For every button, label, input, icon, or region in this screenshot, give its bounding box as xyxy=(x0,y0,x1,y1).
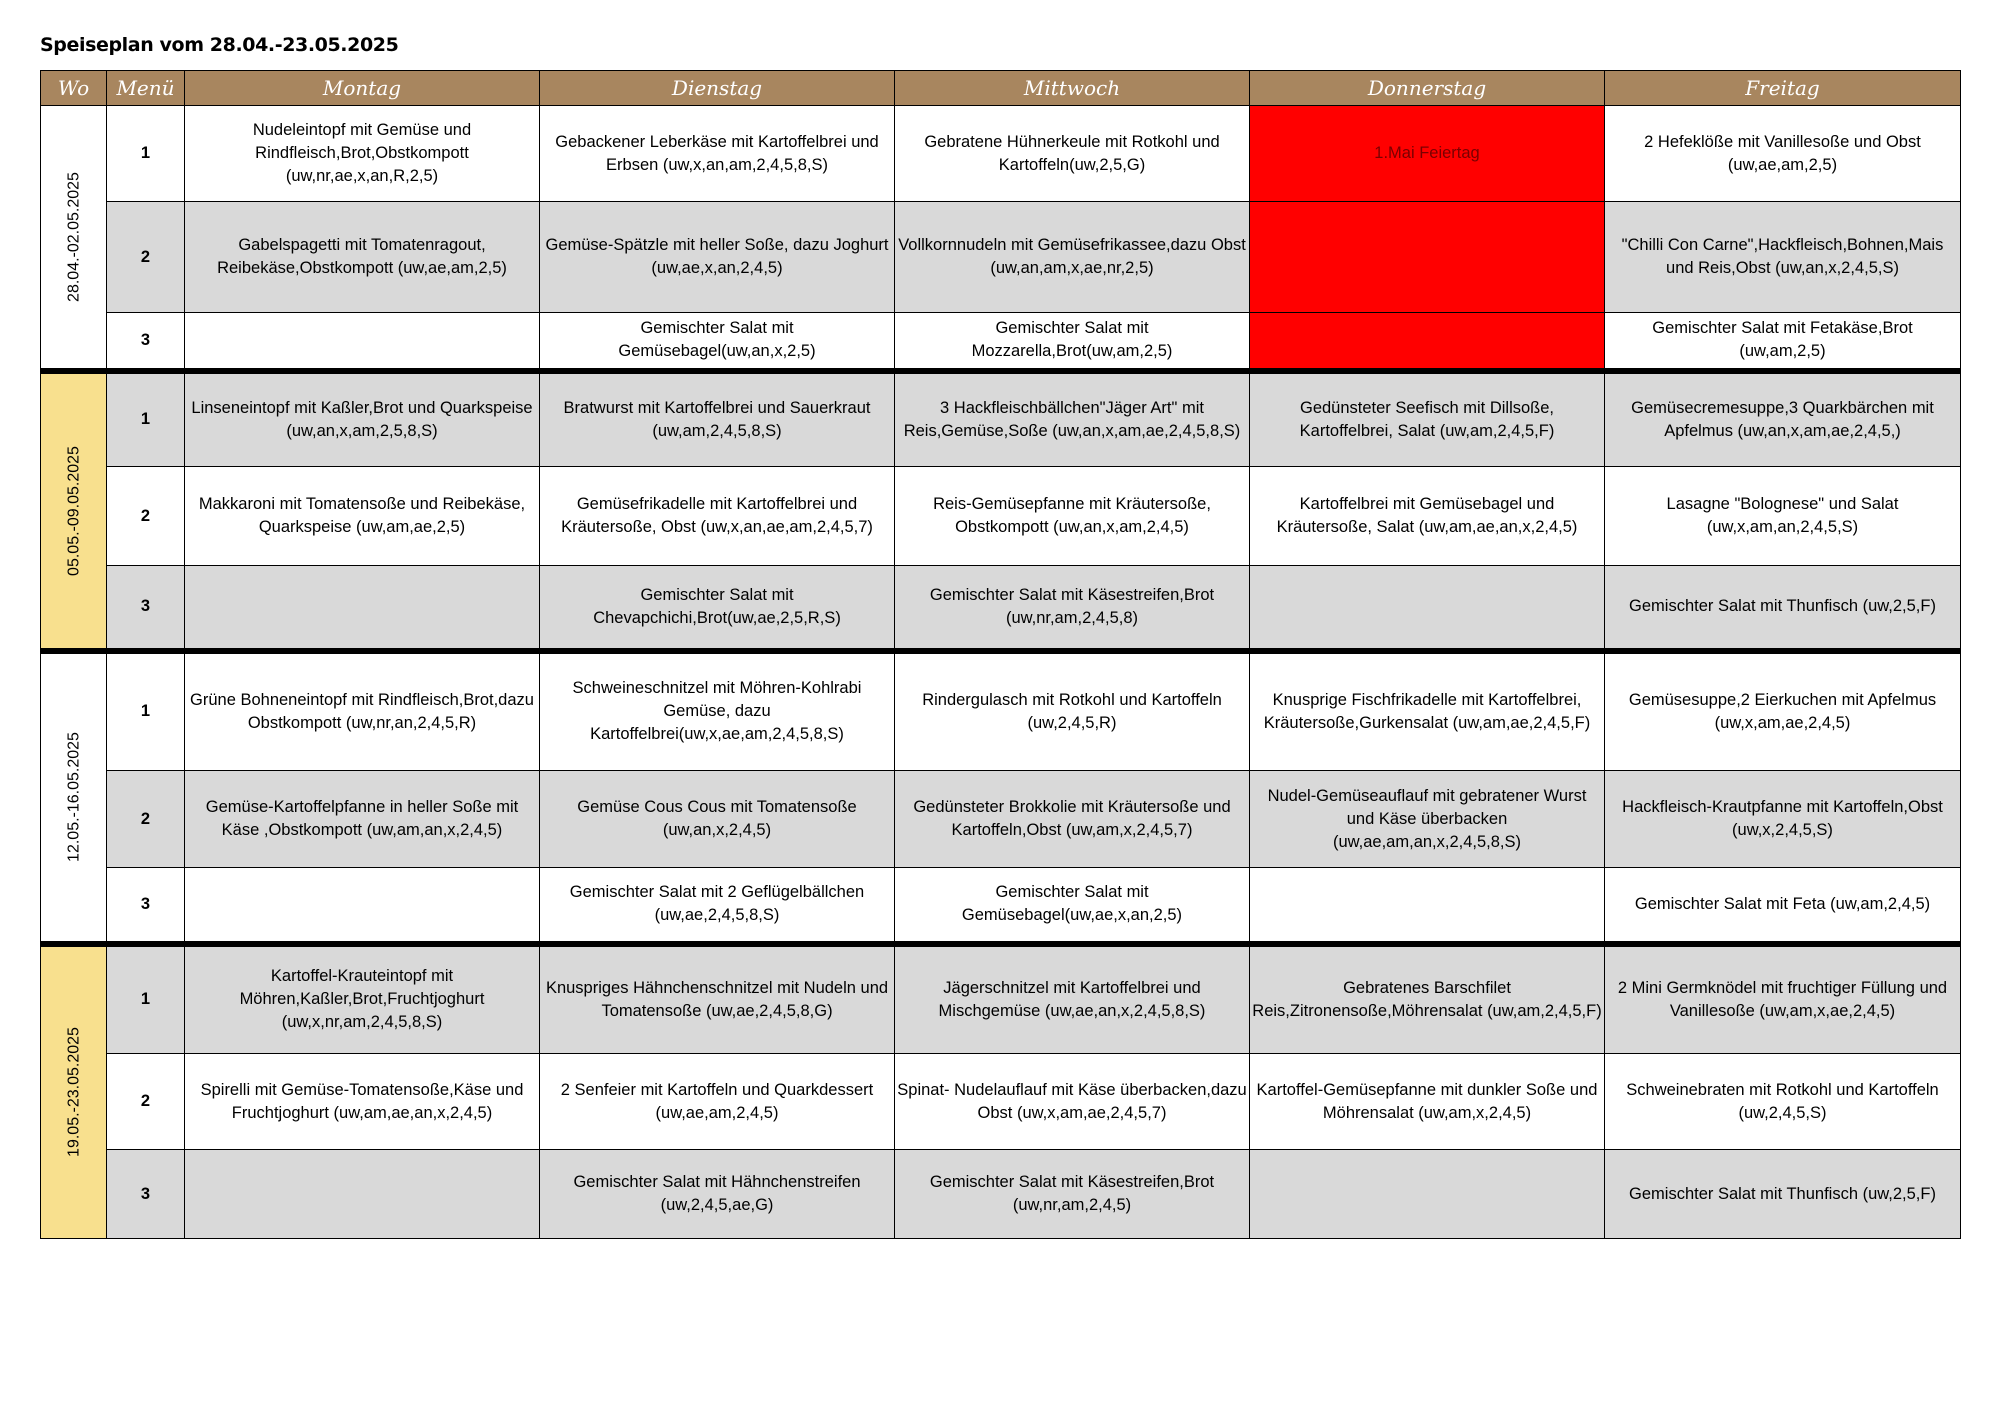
table-row xyxy=(41,371,1961,467)
dish-cell: Gemüsesuppe,2 Eierkuchen mit Apfelmus (uw,x,am,ae,2,4,5) xyxy=(1605,651,1961,771)
dish-cell: Nudel-Gemüseauflauf mit gebratener Wurst und Käse überbacken (uw,ae,am,an,x,2,4,5,8,S) xyxy=(1250,771,1605,868)
table-row xyxy=(41,566,1961,651)
table-row xyxy=(41,944,1961,1054)
dish-cell: 2 Senfeier mit Kartoffeln und Quarkdessert (uw,ae,am,2,4,5) xyxy=(540,1054,895,1150)
dish-cell: 3 Hackfleischbällchen"Jäger Art" mit Reis,Gemüse,Soße (uw,an,x,am,ae,2,4,5,8,S) xyxy=(895,371,1250,467)
dish-cell: "Chilli Con Carne",Hackfleisch,Bohnen,Mais und Reis,Obst (uw,an,x,2,4,5,S) xyxy=(1605,202,1961,313)
menu-number: 1 xyxy=(107,106,185,202)
dish-cell: Kartoffel-Gemüsepfanne mit dunkler Soße und Möhrensalat (uw,am,x,2,4,5) xyxy=(1250,1054,1605,1150)
menu-plan-table xyxy=(40,70,1961,1239)
dish-cell: Gebackener Leberkäse mit Kartoffelbrei und Erbsen (uw,x,an,am,2,4,5,8,S) xyxy=(540,106,895,202)
dish-cell: Rindergulasch mit Rotkohl und Kartoffeln (uw,2,4,5,R) xyxy=(895,651,1250,771)
dish-cell: Gemischter Salat mit Fetakäse,Brot (uw,am,2,5) xyxy=(1605,313,1961,371)
dish-cell: Gabelspagetti mit Tomatenragout, Reibekäse,Obstkompott (uw,ae,am,2,5) xyxy=(185,202,540,313)
table-row xyxy=(41,467,1961,566)
dish-cell: Spinat- Nudelauflauf mit Käse überbacken,dazu Obst (uw,x,am,ae,2,4,5,7) xyxy=(895,1054,1250,1150)
dish-cell: Gedünsteter Seefisch mit Dillsoße, Kartoffelbrei, Salat (uw,am,2,4,5,F) xyxy=(1250,371,1605,467)
week-label: 28.04.-02.05.2025 xyxy=(65,171,82,302)
dish-cell: Knusprige Fischfrikadelle mit Kartoffelbrei, Kräutersoße,Gurkensalat (uw,am,ae,2,4,5,F) xyxy=(1250,651,1605,771)
dish-cell: Vollkornnudeln mit Gemüsefrikassee,dazu Obst (uw,an,am,x,ae,nr,2,5) xyxy=(895,202,1250,313)
dish-cell: Gemischter Salat mit Thunfisch (uw,2,5,F) xyxy=(1605,1150,1961,1239)
week-label-cell xyxy=(41,944,107,1239)
holiday-cell xyxy=(1250,313,1605,371)
dish-cell: Makkaroni mit Tomatensoße und Reibekäse, Quarkspeise (uw,am,ae,2,5) xyxy=(185,467,540,566)
dish-cell: Kartoffelbrei mit Gemüsebagel und Kräutersoße, Salat (uw,am,ae,an,x,2,4,5) xyxy=(1250,467,1605,566)
dish-cell: Gedünsteter Brokkolie mit Kräutersoße und Kartoffeln,Obst (uw,am,x,2,4,5,7) xyxy=(895,771,1250,868)
header-row xyxy=(41,71,1961,106)
dish-cell: Gebratenes Barschfilet Reis,Zitronensoße,Möhrensalat (uw,am,2,4,5,F) xyxy=(1250,944,1605,1054)
dish-cell: Gemüse-Spätzle mit heller Soße, dazu Joghurt (uw,ae,x,an,2,4,5) xyxy=(540,202,895,313)
dish-cell xyxy=(1250,868,1605,944)
dish-cell xyxy=(185,313,540,371)
dish-cell: Gemüse-Kartoffelpfanne in heller Soße mit Käse ,Obstkompott (uw,am,an,x,2,4,5) xyxy=(185,771,540,868)
header-menu: Menü xyxy=(107,71,185,106)
dish-cell: Knuspriges Hähnchenschnitzel mit Nudeln und Tomatensoße (uw,ae,2,4,5,8,G) xyxy=(540,944,895,1054)
dish-cell: 2 Hefeklöße mit Vanillesoße und Obst (uw,ae,am,2,5) xyxy=(1605,106,1961,202)
menu-number: 2 xyxy=(107,771,185,868)
dish-cell: Gemischter Salat mit Käsestreifen,Brot (uw,nr,am,2,4,5) xyxy=(895,1150,1250,1239)
dish-cell: Gemüsecremesuppe,3 Quarkbärchen mit Apfelmus (uw,an,x,am,ae,2,4,5,) xyxy=(1605,371,1961,467)
table-row xyxy=(41,202,1961,313)
menu-number: 1 xyxy=(107,944,185,1054)
dish-cell: Nudeleintopf mit Gemüse und Rindfleisch,Brot,Obstkompott (uw,nr,ae,x,an,R,2,5) xyxy=(185,106,540,202)
menu-number: 2 xyxy=(107,1054,185,1150)
dish-cell xyxy=(185,566,540,651)
dish-cell: Hackfleisch-Krautpfanne mit Kartoffeln,Obst (uw,x,2,4,5,S) xyxy=(1605,771,1961,868)
table-row xyxy=(41,1054,1961,1150)
week-label-cell xyxy=(41,371,107,651)
menu-number: 1 xyxy=(107,651,185,771)
dish-cell: Gemischter Salat mit Hähnchenstreifen (uw,2,4,5,ae,G) xyxy=(540,1150,895,1239)
holiday-cell xyxy=(1250,202,1605,313)
dish-cell: Linseneintopf mit Kaßler,Brot und Quarkspeise (uw,an,x,am,2,5,8,S) xyxy=(185,371,540,467)
header-monday: Montag xyxy=(185,71,540,106)
menu-number: 2 xyxy=(107,202,185,313)
dish-cell: Gemischter Salat mit Käsestreifen,Brot (uw,nr,am,2,4,5,8) xyxy=(895,566,1250,651)
dish-cell: Gemischter Salat mit 2 Geflügelbällchen (uw,ae,2,4,5,8,S) xyxy=(540,868,895,944)
dish-cell: Gebratene Hühnerkeule mit Rotkohl und Kartoffeln(uw,2,5,G) xyxy=(895,106,1250,202)
dish-cell: Grüne Bohneneintopf mit Rindfleisch,Brot,dazu Obstkompott (uw,nr,an,2,4,5,R) xyxy=(185,651,540,771)
header-tuesday: Dienstag xyxy=(540,71,895,106)
table-row xyxy=(41,106,1961,202)
table-row xyxy=(41,313,1961,371)
dish-cell: Gemischter Salat mit Gemüsebagel(uw,an,x,2,5) xyxy=(540,313,895,371)
menu-number: 3 xyxy=(107,313,185,371)
dish-cell: Jägerschnitzel mit Kartoffelbrei und Mischgemüse (uw,ae,an,x,2,4,5,8,S) xyxy=(895,944,1250,1054)
week-label-cell xyxy=(41,651,107,944)
dish-cell: 2 Mini Germknödel mit fruchtiger Füllung und Vanillesoße (uw,am,x,ae,2,4,5) xyxy=(1605,944,1961,1054)
dish-cell: Lasagne "Bolognese" und Salat (uw,x,am,an,2,4,5,S) xyxy=(1605,467,1961,566)
dish-cell xyxy=(185,868,540,944)
header-week: Wo xyxy=(41,71,107,106)
dish-cell xyxy=(1250,1150,1605,1239)
menu-number: 1 xyxy=(107,371,185,467)
dish-cell: Gemischter Salat mit Feta (uw,am,2,4,5) xyxy=(1605,868,1961,944)
dish-cell: Gemischter Salat mit Chevapchichi,Brot(uw,ae,2,5,R,S) xyxy=(540,566,895,651)
dish-cell xyxy=(1250,566,1605,651)
menu-number: 3 xyxy=(107,566,185,651)
dish-cell: Gemüsefrikadelle mit Kartoffelbrei und Kräutersoße, Obst (uw,x,an,ae,am,2,4,5,7) xyxy=(540,467,895,566)
menu-number: 3 xyxy=(107,868,185,944)
holiday-cell: 1.Mai Feiertag xyxy=(1250,106,1605,202)
week-label-cell xyxy=(41,106,107,371)
table-row xyxy=(41,868,1961,944)
dish-cell: Kartoffel-Krauteintopf mit Möhren,Kaßler,Brot,Fruchtjoghurt (uw,x,nr,am,2,4,5,8,S) xyxy=(185,944,540,1054)
dish-cell: Spirelli mit Gemüse-Tomatensoße,Käse und Fruchtjoghurt (uw,am,ae,an,x,2,4,5) xyxy=(185,1054,540,1150)
header-thursday: Donnerstag xyxy=(1250,71,1605,106)
table-row xyxy=(41,771,1961,868)
page-title: Speiseplan vom 28.04.-23.05.2025 xyxy=(40,34,399,56)
dish-cell: Gemüse Cous Cous mit Tomatensoße (uw,an,x,2,4,5) xyxy=(540,771,895,868)
dish-cell: Reis-Gemüsepfanne mit Kräutersoße, Obstkompott (uw,an,x,am,2,4,5) xyxy=(895,467,1250,566)
dish-cell: Schweinebraten mit Rotkohl und Kartoffeln (uw,2,4,5,S) xyxy=(1605,1054,1961,1150)
dish-cell: Gemischter Salat mit Thunfisch (uw,2,5,F) xyxy=(1605,566,1961,651)
header-friday: Freitag xyxy=(1605,71,1961,106)
week-label: 12.05.-16.05.2025 xyxy=(65,732,82,862)
dish-cell: Schweineschnitzel mit Möhren-Kohlrabi Gemüse, dazu Kartoffelbrei(uw,x,ae,am,2,4,5,8,S) xyxy=(540,651,895,771)
menu-number: 3 xyxy=(107,1150,185,1239)
dish-cell: Gemischter Salat mit Mozzarella,Brot(uw,am,2,5) xyxy=(895,313,1250,371)
menu-number: 2 xyxy=(107,467,185,566)
week-label: 19.05.-23.05.2025 xyxy=(65,1027,82,1158)
week-label: 05.05.-09.05.2025 xyxy=(65,445,82,576)
dish-cell: Bratwurst mit Kartoffelbrei und Sauerkraut (uw,am,2,4,5,8,S) xyxy=(540,371,895,467)
header-wednesday: Mittwoch xyxy=(895,71,1250,106)
table-row xyxy=(41,651,1961,771)
table-row xyxy=(41,1150,1961,1239)
dish-cell xyxy=(185,1150,540,1239)
dish-cell: Gemischter Salat mit Gemüsebagel(uw,ae,x,an,2,5) xyxy=(895,868,1250,944)
